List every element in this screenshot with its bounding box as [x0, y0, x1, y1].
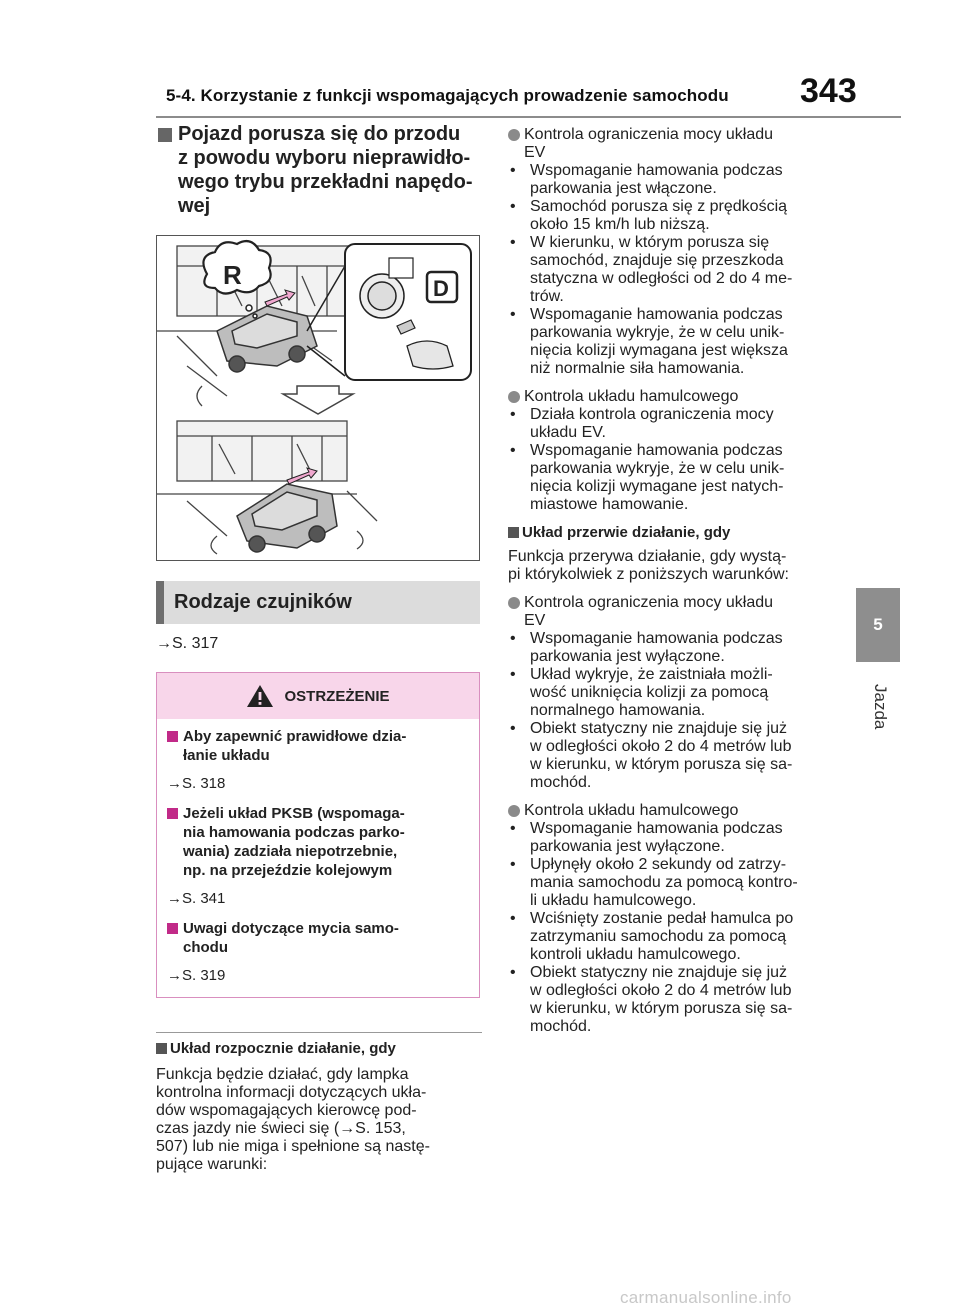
- condition-group-ev-power: [508, 126, 838, 378]
- warning-box: [156, 672, 480, 998]
- list-item: • Wspomaganie hamowania podczas parkowania wykryje, że w celu unik- nięcia kolizji wymagane jest natych- miastowe hamowanie.: [508, 442, 838, 514]
- divider: [156, 1032, 482, 1033]
- list-item: • Wspomaganie hamowania podczas parkowania jest wyłączone.: [508, 820, 838, 856]
- warning-item-square-icon: [167, 731, 178, 742]
- warning-body: [157, 719, 479, 997]
- heading-square-icon: [156, 1043, 167, 1054]
- chapter-tab[interactable]: 5: [856, 588, 900, 662]
- section-bar-sensors: [156, 581, 480, 624]
- section-bar-marker: [156, 581, 164, 624]
- bullet-dot-icon: [508, 391, 520, 403]
- condition-list: [508, 162, 838, 378]
- list-item: • Wspomaganie hamowania podczas parkowania wykryje, że w celu unik- nięcia kolizji wymagana jest większa niż normalnie siła hamowania.: [508, 306, 838, 378]
- warning-item-ref[interactable]: →S. 318: [167, 775, 226, 792]
- warning-item-ref[interactable]: →S. 319: [167, 967, 226, 984]
- watermark: carmanualsonline.info: [620, 1288, 792, 1307]
- start-conditions-heading: [156, 1039, 482, 1058]
- start-conditions-text-part1: Funkcja będzie działać, gdy lampka kontrolna informacji dotyczących ukła- dów wspomagających kierowcę pod- czas jazdy nie świeci się (: [156, 1066, 427, 1137]
- sensors-page-ref-text: S. 317: [172, 635, 219, 652]
- illustration-svg: [157, 236, 479, 560]
- list-item: • Upłynęły około 2 sekundy od zatrzy- mania samochodu za pomocą kontro- li układu hamulcowego.: [508, 856, 838, 910]
- list-item: • Układ wykryje, że zaistniała możli- wość uniknięcia kolizji za pomocą normalnego hamowania.: [508, 666, 838, 720]
- warning-item-text: Uwagi dotyczące mycia samo- chodu: [183, 920, 399, 956]
- gear-d-label: D: [433, 276, 449, 301]
- condition-group-head-text: Kontrola ograniczenia mocy układu EV: [524, 594, 774, 629]
- warning-item-ref-text: S. 318: [182, 775, 226, 792]
- warning-item-ref-text: S. 341: [182, 890, 226, 907]
- condition-list: [508, 406, 838, 514]
- start-conditions-heading-text: Układ rozpocznie działanie, gdy: [170, 1040, 396, 1057]
- stop-conditions-text: Funkcja przerywa działanie, gdy wystą- pi którykolwiek z poniższych warunków:: [508, 548, 789, 583]
- sensors-page-ref[interactable]: →S. 317: [156, 635, 219, 652]
- warning-item: [167, 727, 469, 765]
- list-item: • Samochód porusza się z prędkością około 15 km/h lub niższą.: [508, 198, 838, 234]
- list-item: • Wspomaganie hamowania podczas parkowania jest wyłączone.: [508, 630, 838, 666]
- illustration-wrong-gear: [156, 235, 480, 561]
- warning-item-text: Jeżeli układ PKSB (wspomaga- nia hamowania podczas parko- wania) zadziała niepotrzebnie, np. na przejeździe kolejowym: [183, 805, 405, 879]
- section-bar-title: Rodzaje czujników: [174, 591, 352, 613]
- heading-square-icon: [158, 128, 172, 142]
- condition-group-head-text: Kontrola układu hamulcowego: [524, 388, 739, 405]
- warning-item-square-icon: [167, 808, 178, 819]
- condition-group-head: [508, 388, 838, 406]
- warning-header: [157, 673, 479, 719]
- warning-item: [167, 804, 469, 880]
- start-conditions-ref[interactable]: S. 153, 507) lub nie miga i spełnione są nastę- pujące warunki:: [156, 1120, 430, 1173]
- list-item: • Obiekt statyczny nie znajduje się już w odległości około 2 do 4 metrów lub w kierunku, w którym porusza się sa- mochód.: [508, 964, 838, 1036]
- condition-group-head: [508, 594, 838, 630]
- stop-conditions-heading: [508, 523, 838, 542]
- warning-item-ref-text: S. 319: [182, 967, 226, 984]
- left-column: [156, 122, 482, 1174]
- chapter-tab-label: Jazda: [871, 684, 890, 730]
- header-rule: [156, 116, 901, 118]
- condition-group-head: [508, 126, 838, 162]
- condition-group-head: [508, 802, 838, 820]
- stop-conditions-heading-text: Układ przerwie działanie, gdy: [522, 524, 731, 541]
- warning-triangle-icon: [246, 684, 274, 708]
- bullet-dot-icon: [508, 805, 520, 817]
- condition-group-head-text: Kontrola układu hamulcowego: [524, 802, 739, 819]
- condition-group-head-text: Kontrola ograniczenia mocy układu EV: [524, 126, 774, 161]
- condition-list: [508, 630, 838, 792]
- section-heading-wrong-gear: [156, 122, 482, 218]
- right-column: [508, 126, 838, 1036]
- page-number: 343: [800, 72, 857, 110]
- page-header-title: 5-4. Korzystanie z funkcji wspomagających prowadzenie samochodu: [166, 86, 729, 105]
- condition-group-brake: [508, 388, 838, 514]
- warning-item-ref[interactable]: →S. 341: [167, 890, 226, 907]
- condition-group-ev-power-stop: [508, 594, 838, 792]
- condition-list: [508, 820, 838, 1036]
- warning-item-text: Aby zapewnić prawidłowe dzia- łanie układu: [183, 728, 407, 764]
- heading-square-icon: [508, 527, 519, 538]
- condition-group-brake-stop: [508, 802, 838, 1036]
- gear-r-label: R: [223, 260, 242, 290]
- warning-title: OSTRZEŻENIE: [284, 687, 390, 705]
- bullet-dot-icon: [508, 129, 520, 141]
- list-item: • Obiekt statyczny nie znajduje się już w odległości około 2 do 4 metrów lub w kierunku, w którym porusza się sa- mochód.: [508, 720, 838, 792]
- list-item: • W kierunku, w którym porusza się samochód, znajduje się przeszkoda statyczna w odległości od 2 do 4 me- trów.: [508, 234, 838, 306]
- list-item: • Wciśnięty zostanie pedał hamulca po zatrzymaniu samochodu za pomocą kontroli układu hamulcowego.: [508, 910, 838, 964]
- list-item: • Wspomaganie hamowania podczas parkowania jest włączone.: [508, 162, 838, 198]
- warning-item-square-icon: [167, 923, 178, 934]
- section-heading-text: Pojazd porusza się do przodu z powodu wyboru nieprawidło- wego trybu przekładni napędo- wej: [178, 123, 473, 217]
- start-conditions-text: Funkcja będzie działać, gdy lampka kontrolna informacji dotyczących ukła- dów wspomagających kierowcę pod- czas jazdy nie świeci się (→S. 153, 507) lub nie miga i spełnione są nastę- pujące warunki:: [156, 1066, 430, 1173]
- list-item: • Działa kontrola ograniczenia mocy układu EV.: [508, 406, 838, 442]
- warning-item: [167, 919, 469, 957]
- bullet-dot-icon: [508, 597, 520, 609]
